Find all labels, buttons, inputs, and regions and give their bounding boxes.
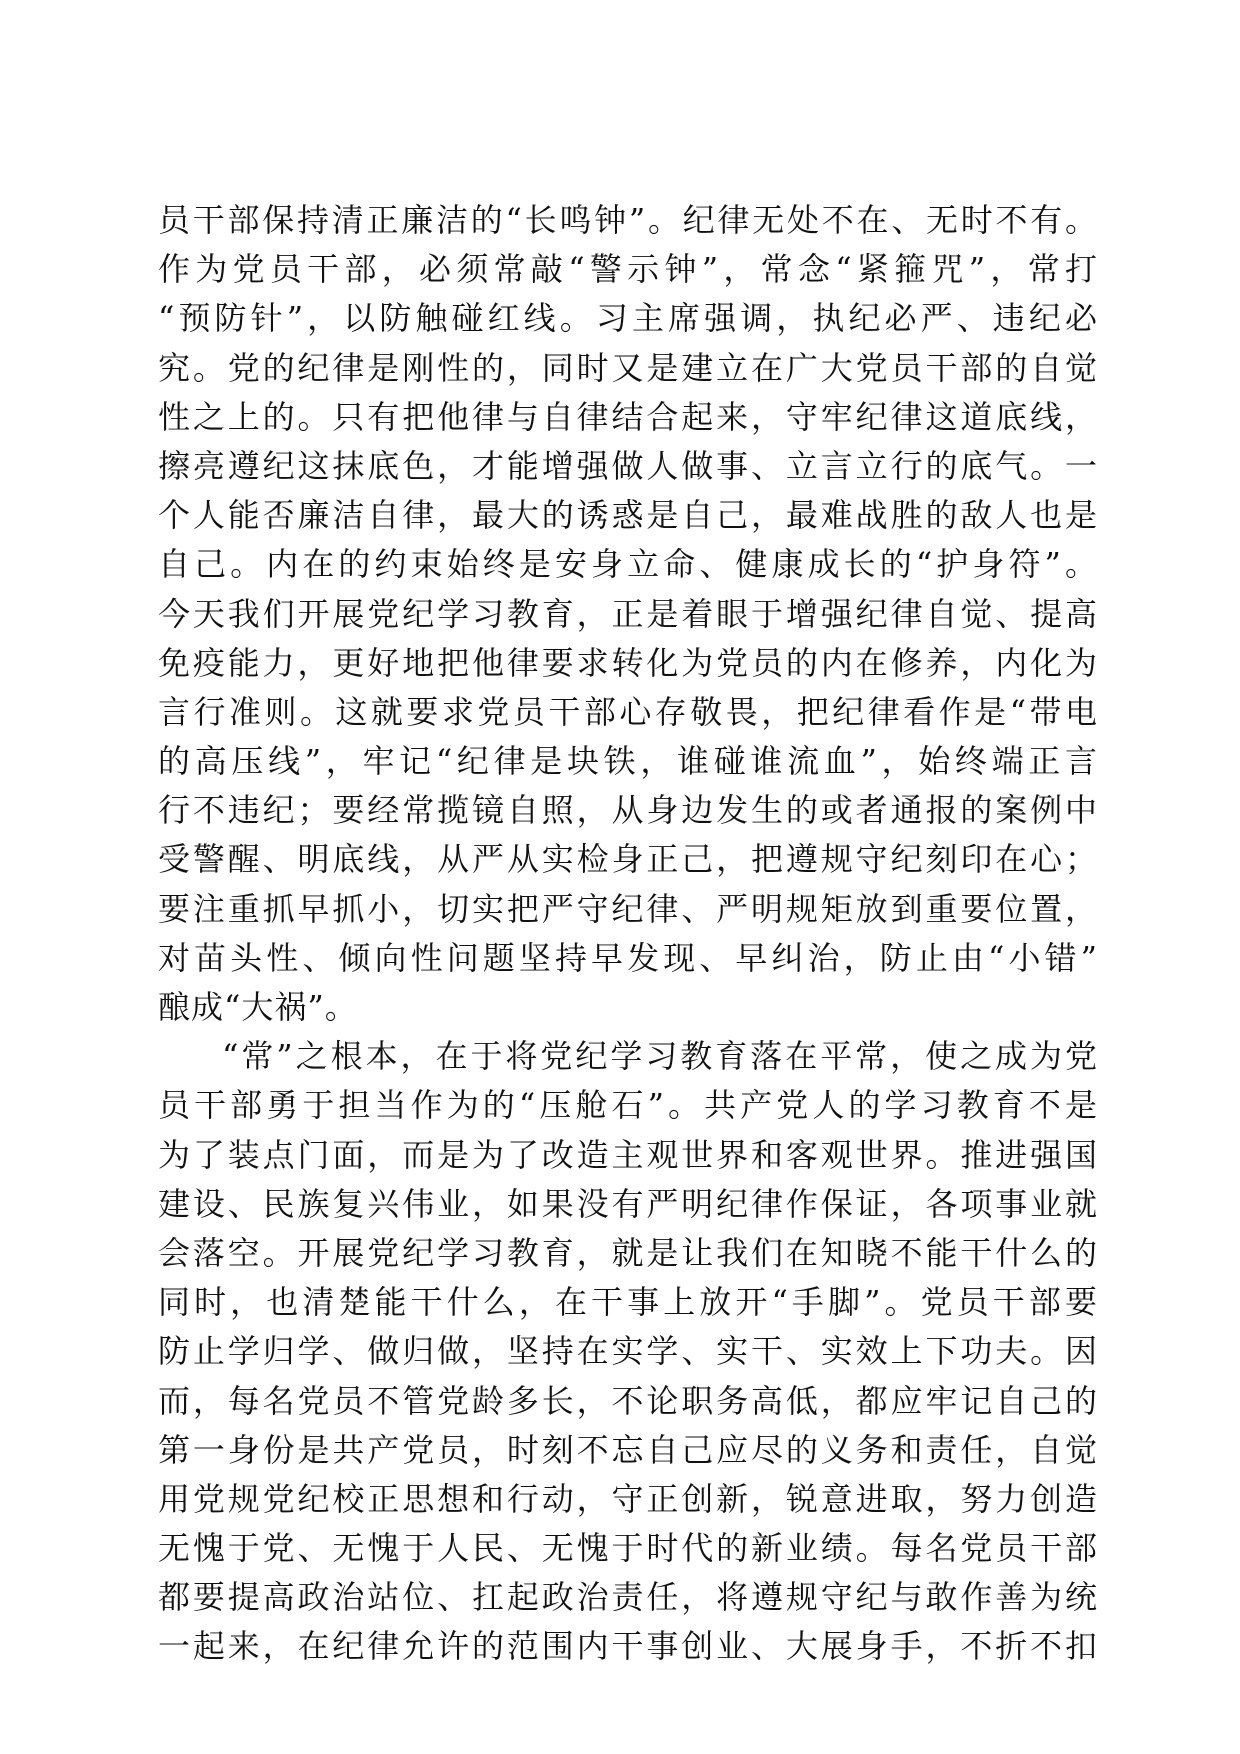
text-line: 一起来，在纪律允许的范围内干事创业、大展身手，不折不扣 [158, 1627, 1098, 1666]
text-line: 员干部保持清正廉洁的“长鸣钟”。纪律无处不在、无时不有。 [158, 201, 1098, 239]
text-line: 免疫能力，更好地把他律要求转化为党员的内在修养，内化为 [158, 643, 1098, 682]
text-line: 建设、民族复兴伟业，如果没有严明纪律作保证，各项事业就 [158, 1184, 1098, 1223]
text-line: 同时，也清楚能干什么，在干事上放开“手脚”。党员干部要 [158, 1283, 1098, 1322]
text-line: 防止学归学、做归做，坚持在实学、实干、实效上下功夫。因 [158, 1332, 1098, 1371]
text-line: 员干部勇于担当作为的“压舱石”。共产党人的学习教育不是 [158, 1086, 1098, 1125]
text-line: 今天我们开展党纪学习教育，正是着眼于增强纪律自觉、提高 [158, 594, 1098, 633]
text-line: 用党规党纪校正思想和行动，守正创新，锐意进取，努力创造 [158, 1479, 1098, 1518]
text-line: “预防针”，以防触碰红线。习主席强调，执纪必严、违纪必 [158, 299, 1098, 338]
body-text [158, 196, 1098, 1672]
text-line: 行不违纪；要经常揽镜自照，从身边发生的或者通报的案例中 [158, 791, 1098, 830]
text-line: 性之上的。只有把他律与自律结合起来，守牢纪律这道底线， [158, 397, 1098, 436]
text-line: 第一身份是共产党员，时刻不忘自己应尽的义务和责任，自觉 [158, 1430, 1098, 1469]
text-line: 的高压线”，牢记“纪律是块铁，谁碰谁流血”，始终端正言 [158, 742, 1098, 781]
text-line: 个人能否廉洁自律，最大的诱惑是自己，最难战胜的敌人也是 [158, 496, 1098, 535]
text-line: 会落空。开展党纪学习教育，就是让我们在知晓不能干什么的 [158, 1233, 1098, 1272]
text-line: 擦亮遵纪这抹底色，才能增强做人做事、立言立行的底气。一 [158, 446, 1098, 485]
paragraph-end-line: 酿成“大祸”。 [158, 988, 358, 1026]
text-line: 都要提高政治站位、扛起政治责任，将遵规守纪与敢作善为统 [158, 1578, 1098, 1617]
paragraph-start-line: “常”之根本，在于将党纪学习教育落在平常，使之成为党 [222, 1037, 1098, 1076]
text-line: 而，每名党员不管党龄多长，不论职务高低，都应牢记自己的 [158, 1381, 1098, 1420]
text-line: 言行准则。这就要求党员干部心存敬畏，把纪律看作是“带电 [158, 692, 1098, 731]
text-line: 要注重抓早抓小，切实把严守纪律、严明规矩放到重要位置， [158, 889, 1098, 928]
text-line: 究。党的纪律是刚性的，同时又是建立在广大党员干部的自觉 [158, 348, 1098, 387]
text-line: 受警醒、明底线，从严从实检身正己，把遵规守纪刻印在心； [158, 840, 1098, 879]
text-line: 对苗头性、倾向性问题坚持早发现、早纠治，防止由“小错” [158, 938, 1098, 977]
text-line: 无愧于党、无愧于人民、无愧于时代的新业绩。每名党员干部 [158, 1529, 1098, 1568]
text-line: 为了装点门面，而是为了改造主观世界和客观世界。推进强国 [158, 1135, 1098, 1174]
text-line: 作为党员干部，必须常敲“警示钟”，常念“紧箍咒”，常打 [158, 250, 1098, 289]
text-line: 自己。内在的约束始终是安身立命、健康成长的“护身符”。 [158, 545, 1098, 584]
